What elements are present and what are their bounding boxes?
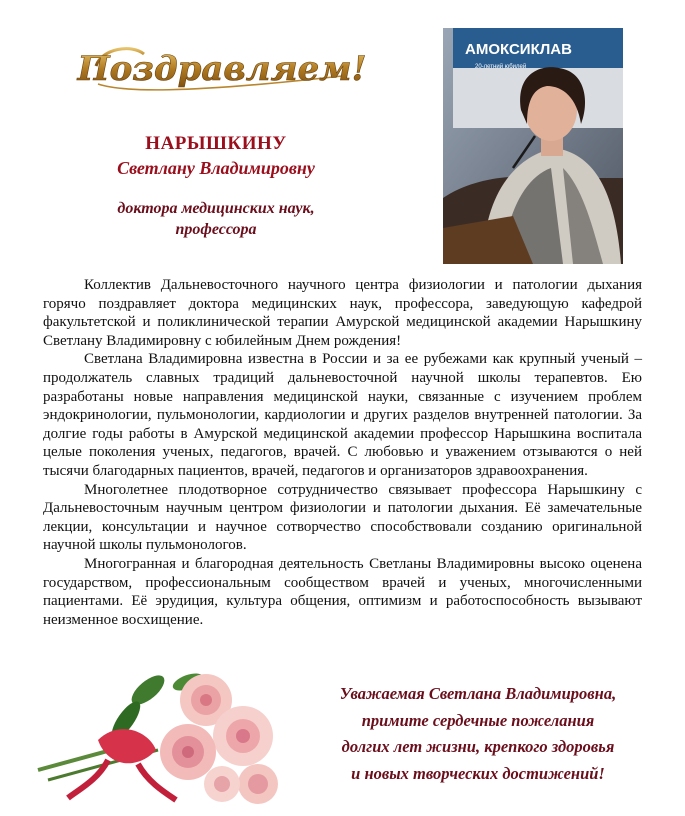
body-paragraph: Коллектив Дальневосточного научного центра физиологии и патологии дыхания горячо поздравляет доктора медицинских наук, профессора, заведующую кафедрой факультетской и поликлинической терапии Амурской медицинской академии Нарышкину Светлану Владимировну с юбилейным Днем рождения! bbox=[43, 277, 642, 349]
degree-line-1: доктора медицинских наук, bbox=[117, 200, 315, 217]
honoree-given-names: Светлану Владимировну bbox=[117, 158, 315, 178]
wishes-line-3: долгих лет жизни, крепкого здоровья bbox=[341, 737, 615, 756]
body-paragraph: Светлана Владимировна известна в России и за ее рубежами как крупный ученый – продолжатель славных традиций дальневосточной научной школы терапевтов. Ею разработаны новые направления медицинской науки, связанные с изучением проблем эндокринологии, пульмонологии, кардиологии и других разделов внутренней патологии. За долгие годы работы в Амурской медицинской академии профессор Нарышкина воспитала целые поколения ученых, педагогов, врачей. С любовью и уважением отзываются о ней тысячи благодарных пациентов, врачей, педагогов и организаторов здравоохранения. bbox=[43, 351, 642, 479]
wishes-line-1: Уважаемая Светлана Владимировна, bbox=[339, 684, 617, 703]
greeting-body bbox=[43, 276, 642, 629]
portrait-photo bbox=[443, 28, 623, 264]
closing-wishes bbox=[296, 681, 660, 787]
photo-banner-text: АМОКСИКЛАВ bbox=[465, 41, 572, 58]
wishes-line-2: примите сердечные пожелания bbox=[361, 710, 595, 730]
script-title bbox=[77, 36, 367, 98]
degree-line-2: профессора bbox=[175, 221, 257, 238]
honoree-surname: НАРЫШКИНУ bbox=[145, 133, 287, 154]
roses-illustration bbox=[38, 660, 284, 802]
honoree-name bbox=[60, 132, 372, 180]
body-paragraph: Многолетнее плодотворное сотрудничество связывает профессора Нарышкину с Дальневосточным научным центром физиологии и патологии дыхания. Её замечательные лекции, консультации и научное сотворчество способствовали созданию оригинальной научной школы пульмонологов. bbox=[43, 481, 642, 554]
honoree-degree bbox=[60, 198, 372, 240]
script-title-text: Поздравляем! bbox=[77, 49, 367, 89]
body-paragraph: Многогранная и благородная деятельность Светланы Владимировны высоко оценена государством, профессиональным сообществом врачей и ученых, многочисленными пациентами. Её эрудиция, культура общения, оптимизм и работоспособность вызывают неизменное восхищение. bbox=[43, 555, 642, 628]
photo-banner-subtext: 20-летний юбилей bbox=[475, 64, 527, 70]
wishes-line-4: и новых творческих достижений! bbox=[351, 763, 605, 783]
